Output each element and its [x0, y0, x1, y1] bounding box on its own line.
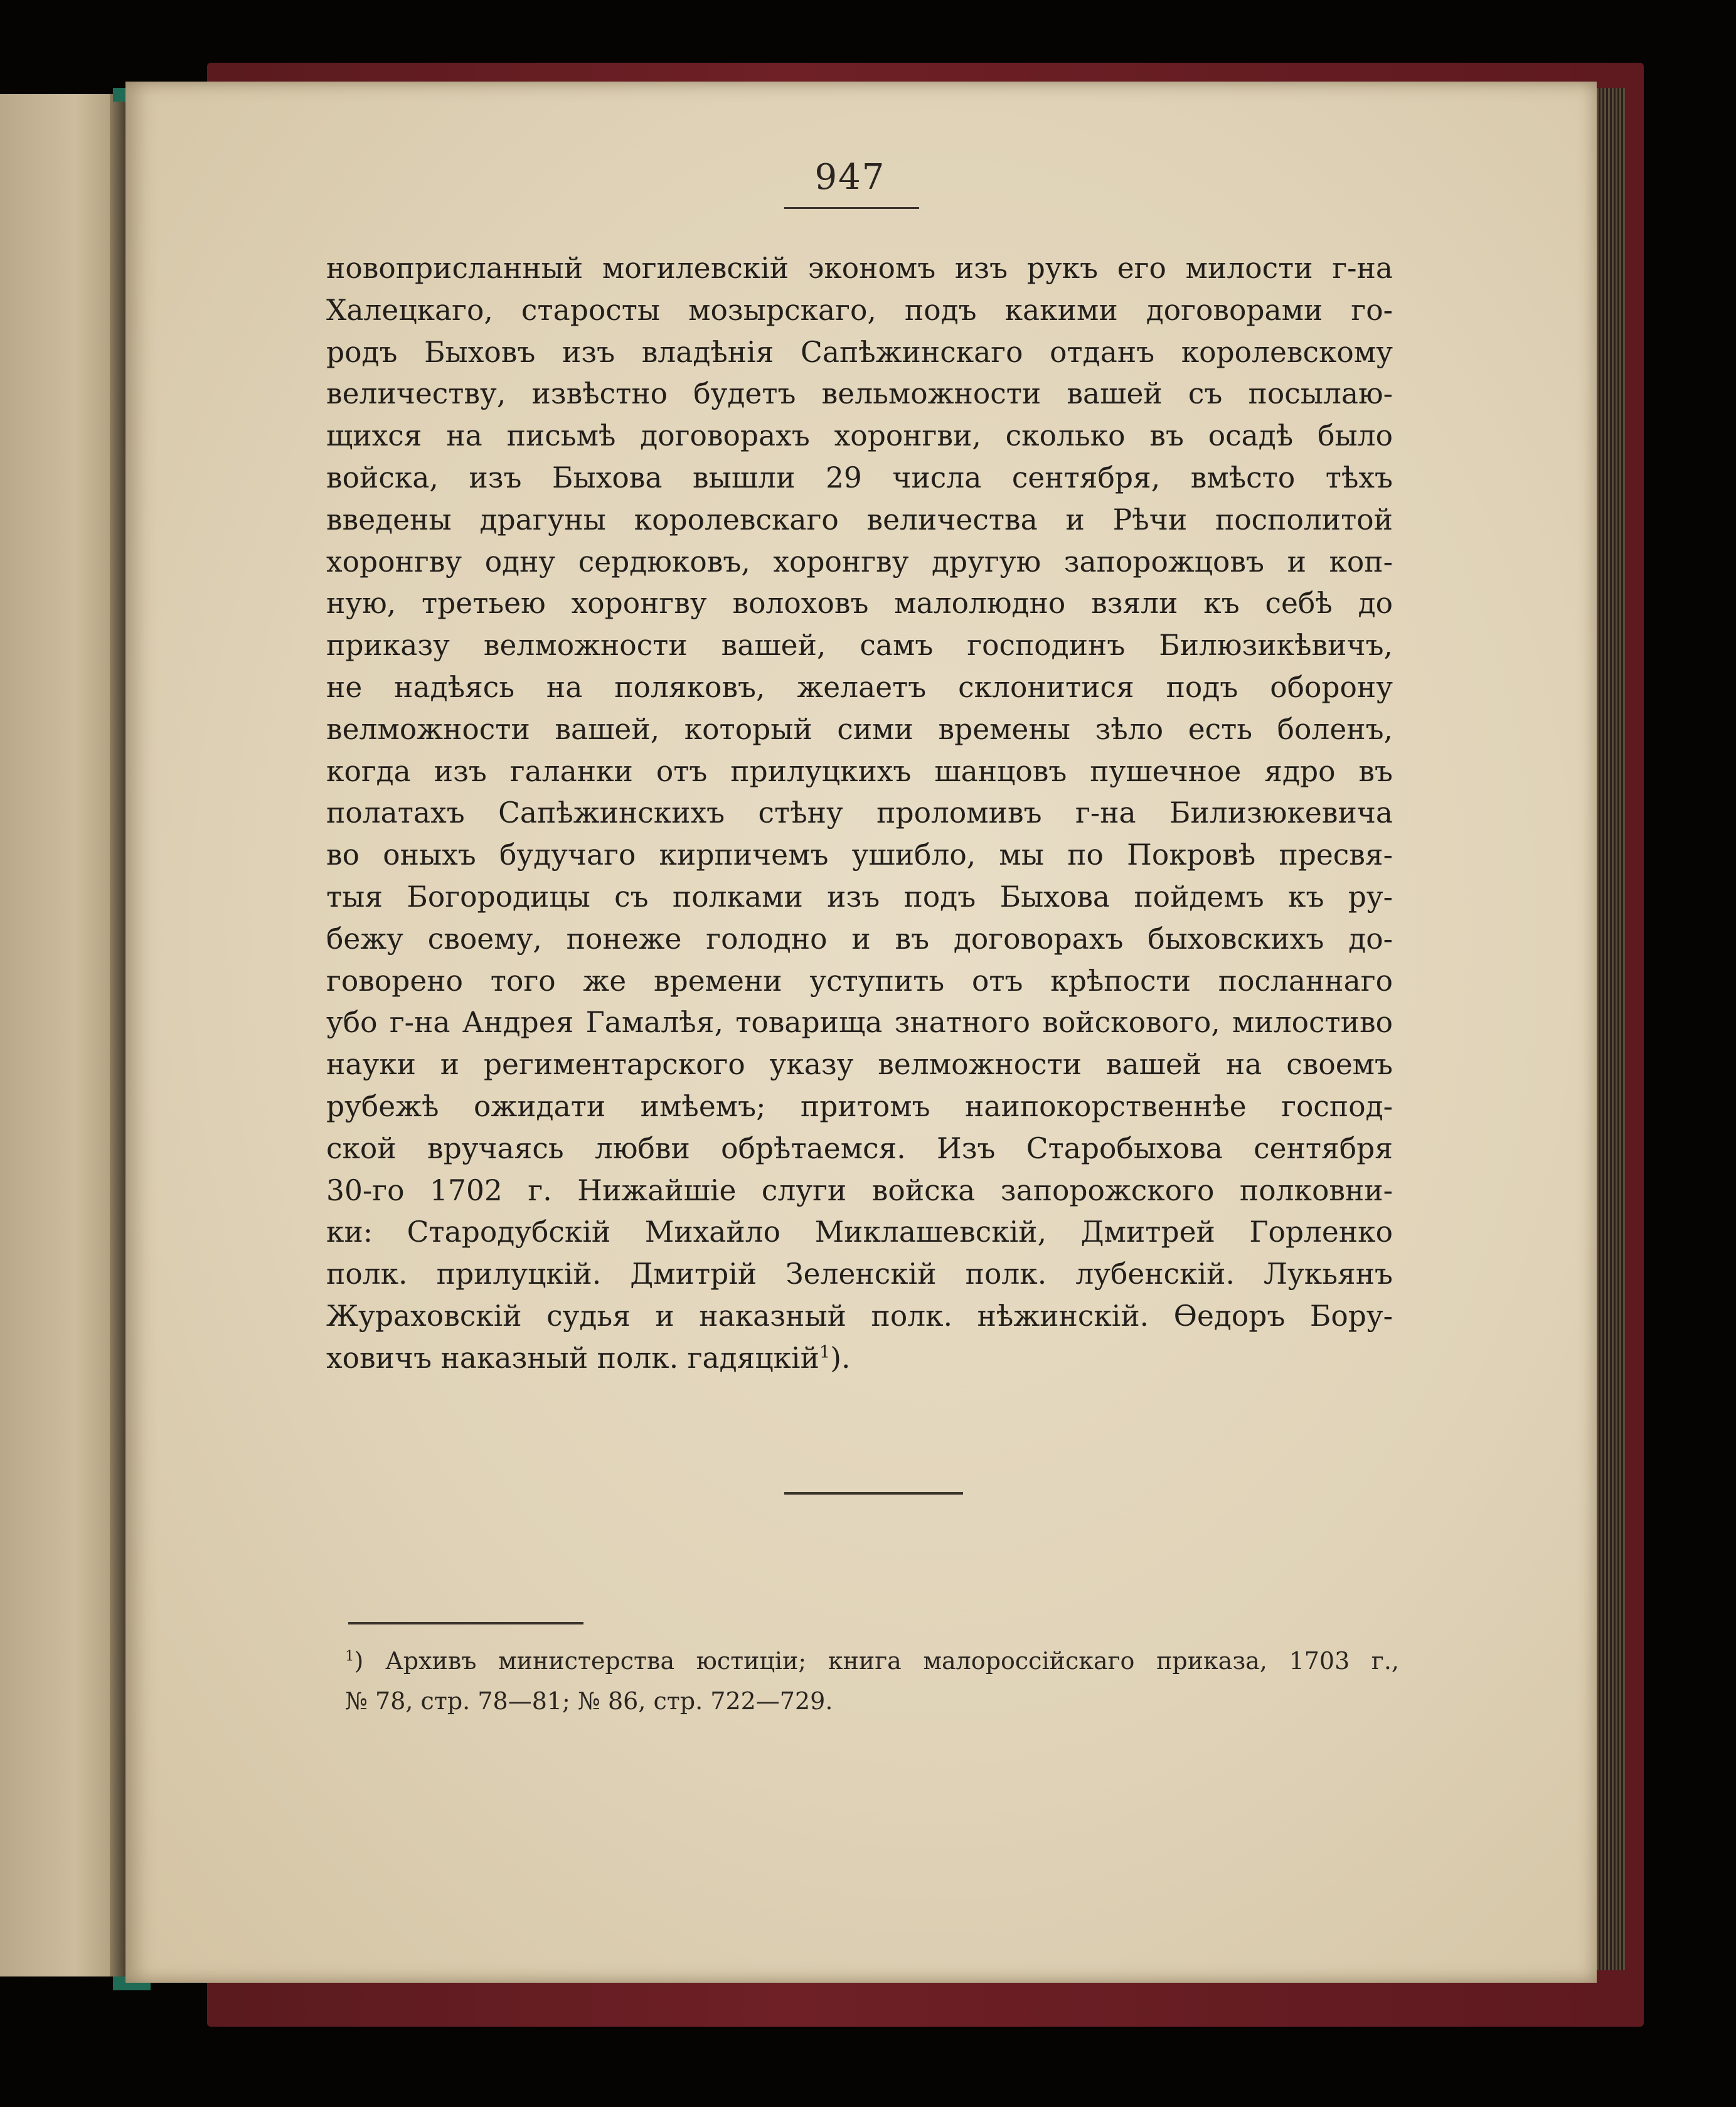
- left-facing-page: [0, 94, 125, 1976]
- body-line: ную, третьею хоронгву волоховъ малолюдно взяли къ себѣ до: [326, 587, 1393, 621]
- page-number-rule: [784, 207, 919, 209]
- footnote-reference: 1: [819, 1342, 831, 1362]
- section-divider: [784, 1492, 963, 1495]
- body-line: велможности вашей, который сими времены зѣло есть боленъ,: [326, 712, 1393, 746]
- body-line: родъ Быховъ изъ владѣнія Сапѣжинскаго отданъ королевскому: [326, 335, 1393, 369]
- body-line: введены драгуны королевскаго величества и Рѣчи посполитой: [326, 503, 1393, 536]
- body-line: не надѣясь на поляковъ, желаетъ склонитися подъ оборону: [326, 670, 1393, 704]
- footnote-rule: [348, 1622, 583, 1624]
- body-line: войска, изъ Быхова вышли 29 числа сентября, вмѣсто тѣхъ: [326, 461, 1393, 494]
- body-line: ской вручаясь любви обрѣтаемся. Изъ Старобыхова сентября: [326, 1131, 1393, 1165]
- body-line: говорено того же времени уступить отъ крѣпости посланнаго: [326, 964, 1393, 998]
- body-line-text: ховичъ наказный полк. гадяцкій: [326, 1341, 819, 1375]
- page-number: 947: [814, 157, 886, 198]
- body-line: во оныхъ будучаго кирпичемъ ушибло, мы по Покровѣ пресвя-: [326, 838, 1393, 872]
- body-line: полк. прилуцкій. Дмитрій Зеленскій полк. лубенскій. Лукьянъ: [326, 1257, 1393, 1291]
- body-line: Халецкаго, старосты мозырскаго, подъ какими договорами го-: [326, 293, 1393, 327]
- footnote-text-1: Архивъ министерства юстиціи; книга малороссійскаго приказа, 1703 г.,: [385, 1647, 1399, 1675]
- body-line: приказу велможности вашей, самъ господинъ Билюзикѣвичъ,: [326, 629, 1393, 663]
- body-line: бежу своему, понеже голодно и въ договорахъ быховскихъ до-: [326, 922, 1393, 956]
- footnote-marker: 1: [345, 1648, 354, 1665]
- body-line: величеству, извѣстно будетъ вельможности вашей съ посылаю-: [326, 377, 1393, 411]
- body-line: Жураховскій судья и наказный полк. нѣжинскій. Өедоръ Бору-: [326, 1299, 1393, 1333]
- body-line: науки и региментарского указу велможности вашей на своемъ: [326, 1048, 1393, 1082]
- body-line: хоронгву одну сердюковъ, хоронгву другую запорожцовъ и коп-: [326, 545, 1393, 579]
- body-line: тыя Богородицы съ полками изъ подъ Быхова пойдемъ къ ру-: [326, 880, 1393, 914]
- body-line: полатахъ Сапѣжинскихъ стѣну проломивъ г-на Билизюкевича: [326, 796, 1393, 830]
- body-line: щихся на письмѣ договорахъ хоронгви, сколько въ осадѣ было: [326, 419, 1393, 453]
- body-line: когда изъ галанки отъ прилуцкихъ шанцовъ пушечное ядро въ: [326, 754, 1393, 788]
- body-line: ки: Стародубскій Михайло Миклашевскій, Дмитрей Горленко: [326, 1215, 1393, 1249]
- footnote: [345, 1641, 1399, 1721]
- body-line: рубежѣ ожидати имѣемъ; притомъ наипокорственнѣе господ-: [326, 1089, 1393, 1123]
- body-line: убо г-на Андрея Гамалѣя, товарища знатного войскового, милостиво: [326, 1006, 1393, 1040]
- footnote-line: $^1$) Архивъ министерства юстиціи; книга малороссійскаго приказа, 1703 г.,: [345, 1647, 1399, 1675]
- body-line-suffix: ).: [830, 1341, 851, 1375]
- body-line: новоприсланный могилевскій экономъ изъ рукъ его милости г-на: [326, 252, 1393, 285]
- footnote-line: № 78, стр. 78—81; № 86, стр. 722—729.: [345, 1687, 833, 1715]
- body-line: [326, 1338, 1393, 1380]
- body-text: [326, 248, 1393, 1380]
- body-line: 30-го 1702 г. Нижайшіе слуги войска запорожского полковни-: [326, 1173, 1393, 1207]
